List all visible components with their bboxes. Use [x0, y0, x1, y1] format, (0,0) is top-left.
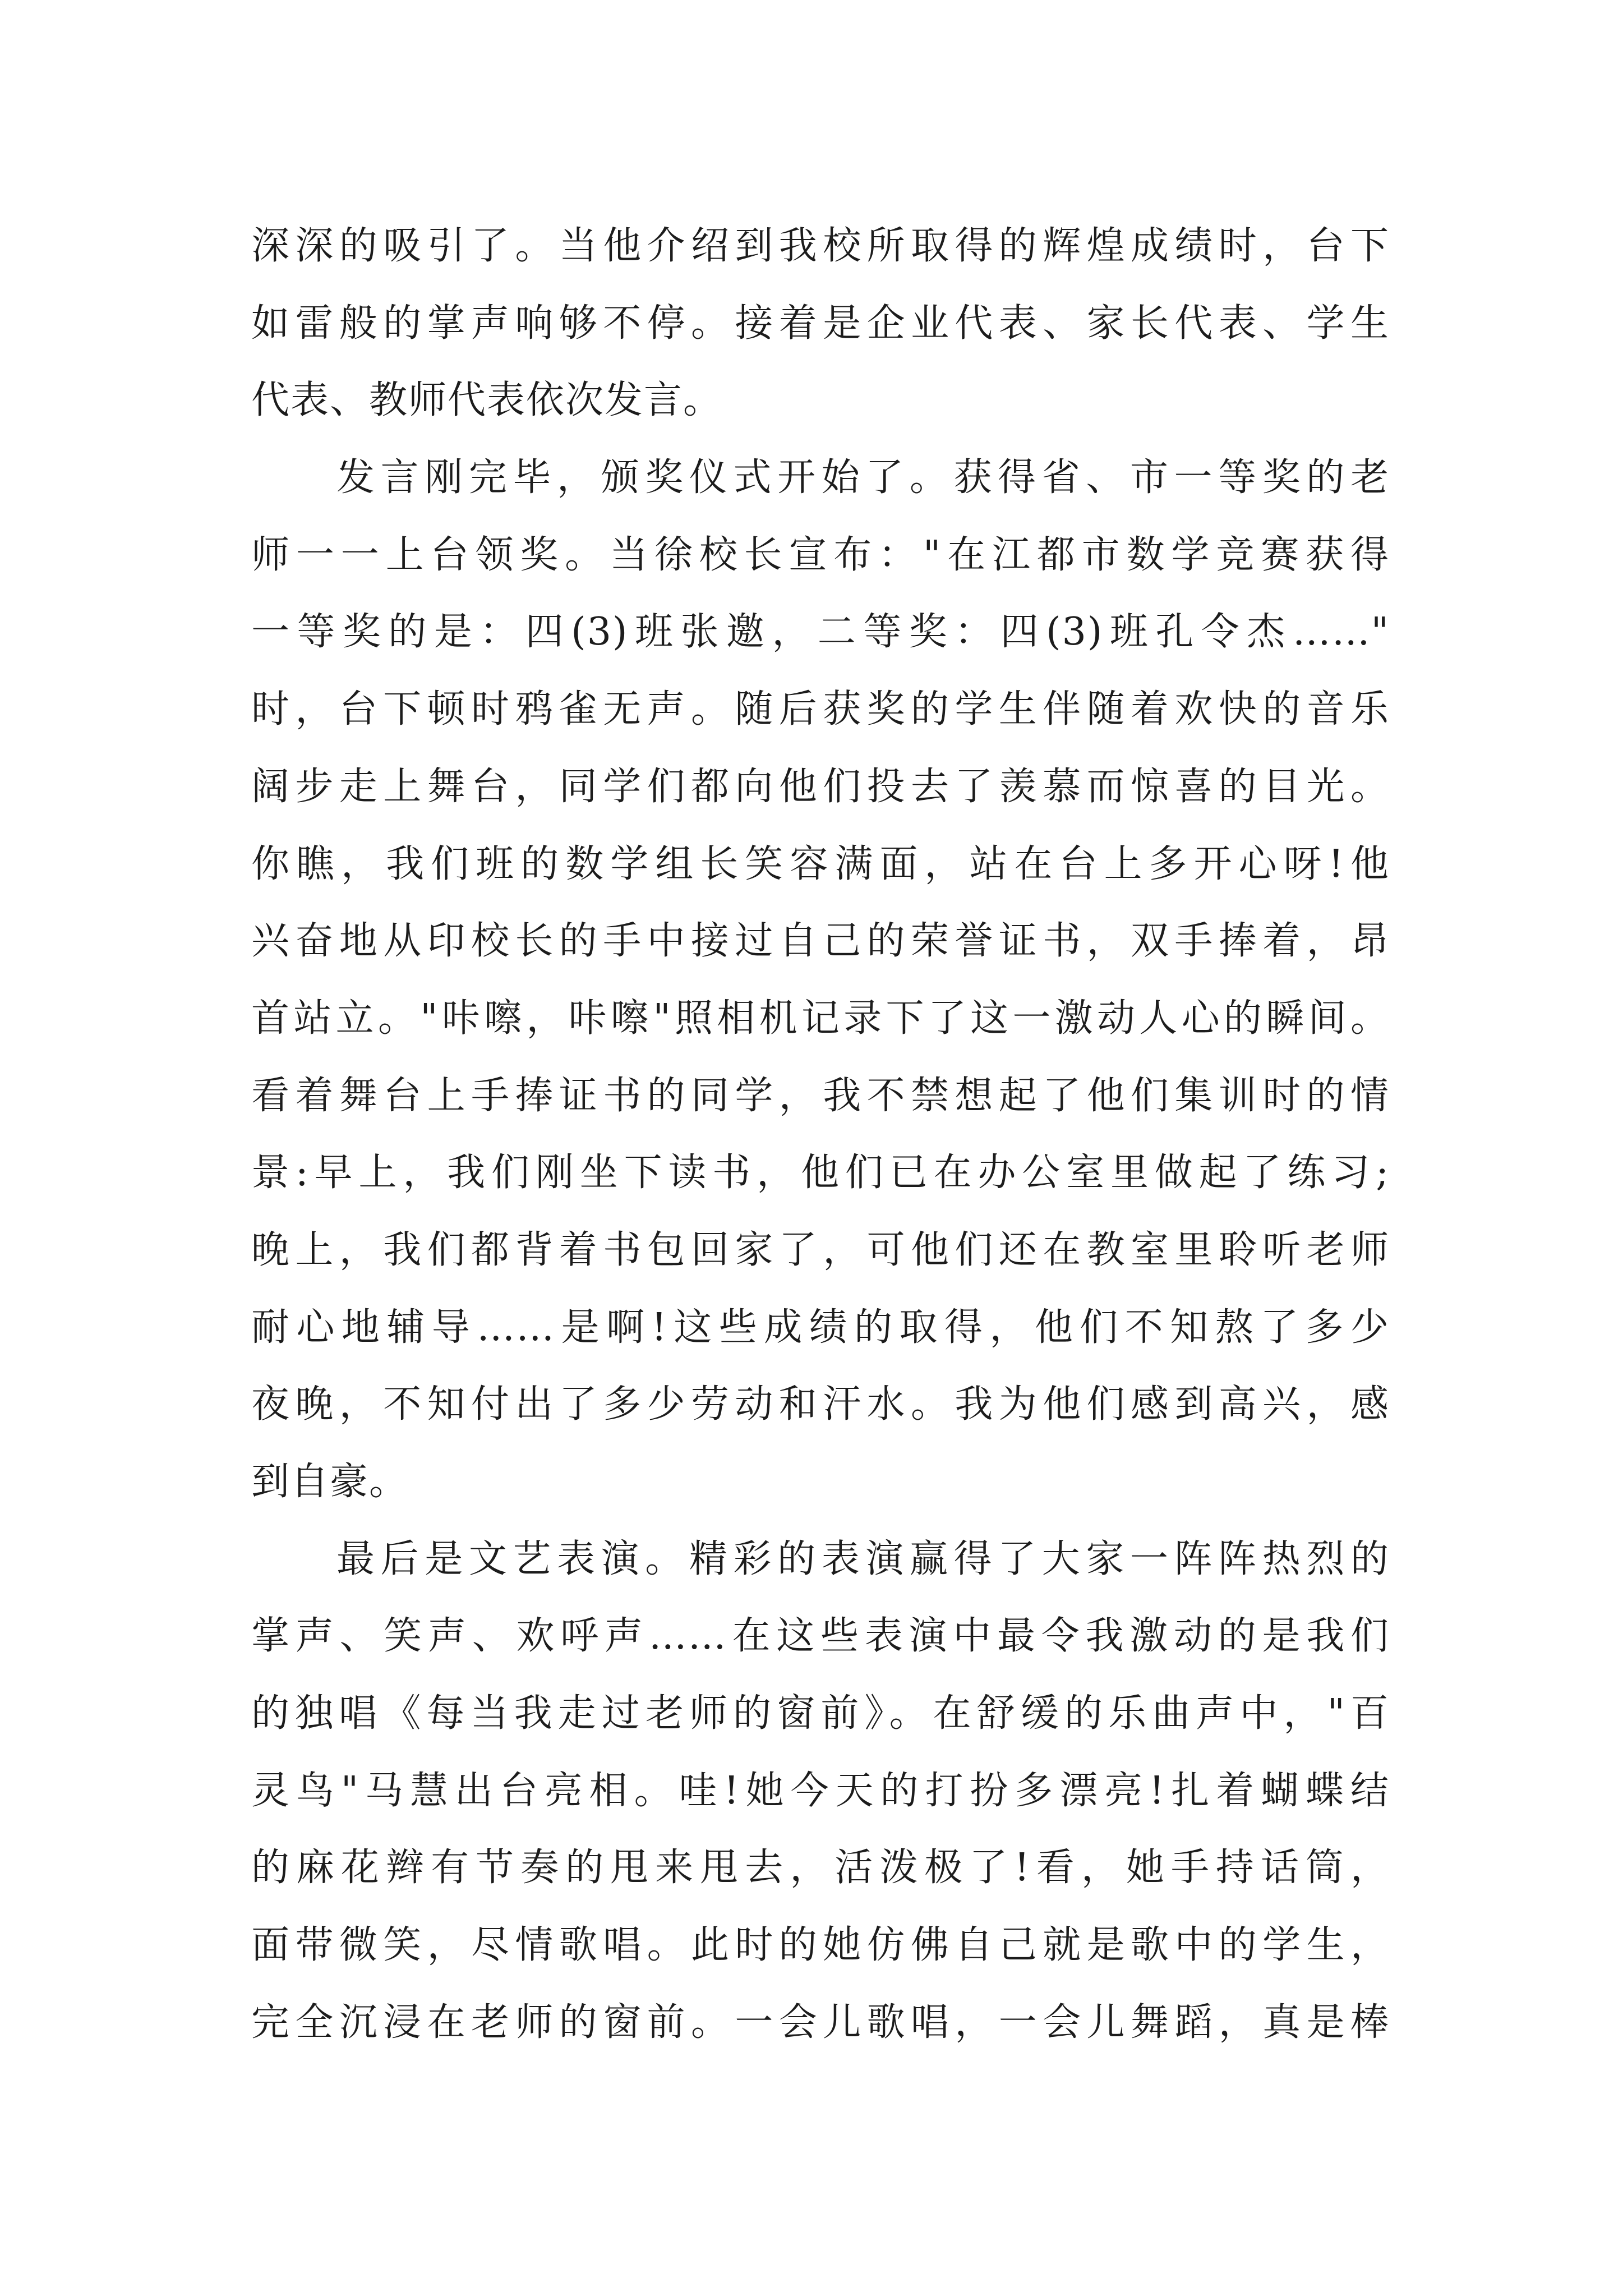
text-line: 你瞧，我们班的数学组长笑容满面，站在台上多开心呀!他	[251, 841, 1390, 886]
text-line: 灵鸟"马慧出台亮相。哇!她今天的打扮多漂亮!扎着蝴蝶结	[251, 1768, 1390, 1813]
text-line: 兴奋地从印校长的手中接过自己的荣誉证书，双手捧着，昂	[251, 919, 1390, 964]
text-line: 师一一上台领奖。当徐校长宣布："在江都市数学竞赛获得	[251, 532, 1390, 577]
text-line: 时，台下顿时鸦雀无声。随后获奖的学生伴随着欢快的音乐	[251, 687, 1390, 732]
text-line: 代表、教师代表依次发言。	[251, 378, 723, 423]
text-line: 的独唱《每当我走过老师的窗前》。在舒缓的乐曲声中，"百	[251, 1691, 1390, 1736]
text-line: 最后是文艺表演。精彩的表演赢得了大家一阵阵热烈的	[336, 1536, 1390, 1581]
text-line: 发言刚完毕，颁奖仪式开始了。获得省、市一等奖的老	[336, 455, 1390, 500]
text-line: 首站立。"咔嚓，咔嚓"照相机记录下了这一激动人心的瞬间。	[251, 996, 1390, 1041]
text-line: 深深的吸引了。当他介绍到我校所取得的辉煌成绩时，台下	[251, 224, 1390, 268]
text-line: 到自豪。	[251, 1460, 409, 1504]
text-line: 夜晚，不知付出了多少劳动和汗水。我为他们感到高兴，感	[251, 1382, 1390, 1427]
text-line: 掌声、笑声、欢呼声……在这些表演中最令我激动的是我们	[251, 1614, 1390, 1659]
text-line: 耐心地辅导……是啊!这些成绩的取得，他们不知熬了多少	[251, 1305, 1390, 1350]
text-line: 景:早上，我们刚坐下读书，他们已在办公室里做起了练习;	[251, 1151, 1390, 1195]
text-line: 一等奖的是：四(3)班张邀，二等奖：四(3)班孔令杰……"	[251, 610, 1390, 655]
text-line: 看着舞台上手捧证书的同学，我不禁想起了他们集训时的情	[251, 1073, 1390, 1118]
text-line: 完全沉浸在老师的窗前。一会儿歌唱，一会儿舞蹈，真是棒	[251, 2000, 1390, 2045]
text-line: 阔步走上舞台，同学们都向他们投去了羡慕而惊喜的目光。	[251, 764, 1390, 809]
text-line: 如雷般的掌声响够不停。接着是企业代表、家长代表、学生	[251, 301, 1390, 346]
text-line: 的麻花辫有节奏的甩来甩去，活泼极了!看，她手持话筒，	[251, 1846, 1390, 1890]
text-line: 面带微笑，尽情歌唱。此时的她仿佛自己就是歌中的学生，	[251, 1923, 1390, 1968]
body-text	[251, 208, 1390, 2062]
text-line: 晚上，我们都背着书包回家了，可他们还在教室里聆听老师	[251, 1227, 1390, 1272]
